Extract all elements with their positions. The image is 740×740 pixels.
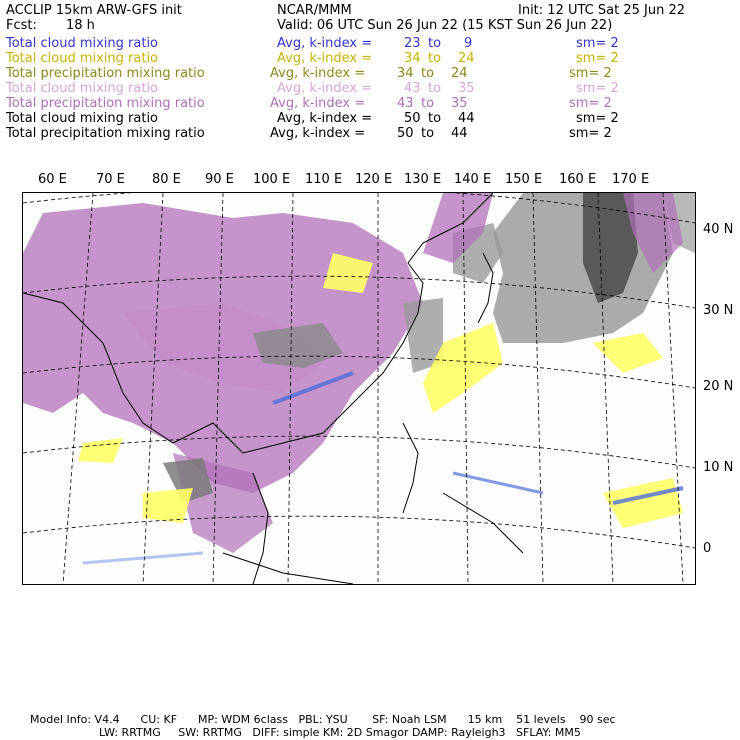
field-name: Total cloud mixing ratio bbox=[6, 111, 159, 126]
field-sm: sm= 2 bbox=[576, 81, 619, 96]
forecast-hours: 18 h bbox=[66, 18, 95, 33]
lon-label: 130 E bbox=[404, 172, 442, 187]
field-name: Total cloud mixing ratio bbox=[6, 51, 159, 66]
field-sm: sm= 2 bbox=[576, 51, 619, 66]
forecast-map bbox=[22, 192, 696, 585]
forecast-label: Fcst: bbox=[6, 18, 37, 33]
latitude-line bbox=[23, 436, 695, 468]
lon-label: 140 E bbox=[454, 172, 492, 187]
field-sm: sm= 2 bbox=[569, 66, 612, 81]
field-to: to bbox=[428, 36, 442, 51]
field-name: Total precipitation mixing ratio bbox=[6, 96, 205, 111]
field-k-from: 23 bbox=[404, 36, 421, 51]
lon-label: 80 E bbox=[152, 172, 181, 187]
field-to: to bbox=[428, 81, 442, 96]
field-k-from: 34 bbox=[404, 51, 421, 66]
field-avg: Avg, k-index = bbox=[270, 96, 366, 111]
lat-label: 30 N bbox=[703, 303, 734, 318]
map-canvas bbox=[23, 193, 695, 584]
lon-label: 70 E bbox=[96, 172, 125, 187]
field-to: to bbox=[428, 51, 442, 66]
field-k-to: 24 bbox=[458, 51, 475, 66]
field-k-to: 9 bbox=[464, 36, 473, 51]
field-to: to bbox=[428, 111, 442, 126]
model-info-line1: Model Info: V4.4 CU: KF MP: WDM 6class PBL: YSU SF: Noah LSM 15 km 51 levels 90 sec bbox=[30, 713, 616, 726]
field-k-from: 50 bbox=[404, 111, 421, 126]
field-name: Total cloud mixing ratio bbox=[6, 36, 159, 51]
field-k-to: 35 bbox=[451, 96, 468, 111]
lon-label: 100 E bbox=[253, 172, 291, 187]
lon-label: 90 E bbox=[205, 172, 234, 187]
field-avg: Avg, k-index = bbox=[277, 81, 373, 96]
latitude-line bbox=[23, 516, 695, 548]
field-sm: sm= 2 bbox=[576, 36, 619, 51]
lat-label: 20 N bbox=[703, 379, 734, 394]
field-name: Total precipitation mixing ratio bbox=[6, 66, 205, 81]
field-name: Total cloud mixing ratio bbox=[6, 81, 159, 96]
field-sm: sm= 2 bbox=[576, 111, 619, 126]
field-k-from: 43 bbox=[397, 96, 414, 111]
lon-label: 60 E bbox=[38, 172, 67, 187]
field-avg: Avg, k-index = bbox=[270, 66, 366, 81]
field-sm: sm= 2 bbox=[569, 96, 612, 111]
lon-label: 110 E bbox=[305, 172, 343, 187]
lon-label: 120 E bbox=[355, 172, 393, 187]
coastline bbox=[403, 423, 418, 513]
field-k-from: 50 bbox=[397, 126, 414, 141]
field-k-from: 43 bbox=[404, 81, 421, 96]
field-avg: Avg, k-index = bbox=[270, 126, 366, 141]
lon-label: 150 E bbox=[505, 172, 543, 187]
field-k-to: 35 bbox=[458, 81, 475, 96]
field-k-to: 24 bbox=[451, 66, 468, 81]
cloud-yellow-region bbox=[593, 333, 663, 373]
field-avg: Avg, k-index = bbox=[277, 36, 373, 51]
field-to: to bbox=[421, 126, 435, 141]
run-title: ACCLIP 15km ARW-GFS init bbox=[6, 3, 182, 18]
init-time: Init: 12 UTC Sat 25 Jun 22 bbox=[518, 3, 685, 18]
coastline bbox=[443, 493, 523, 553]
field-avg: Avg, k-index = bbox=[277, 111, 373, 126]
cloud-blue-streak bbox=[83, 553, 203, 563]
cloud-yellow-region bbox=[78, 438, 123, 463]
lat-label: 0 bbox=[703, 541, 712, 556]
lon-label: 170 E bbox=[612, 172, 650, 187]
model-info-line2: LW: RRTMG SW: RRTMG DIFF: simple KM: 2D Smagor DAMP: Rayleigh3 SFLAY: MM5 bbox=[99, 726, 581, 739]
field-sm: sm= 2 bbox=[569, 126, 612, 141]
lat-label: 40 N bbox=[703, 222, 734, 237]
cloud-yellow-region bbox=[143, 488, 193, 523]
valid-time: Valid: 06 UTC Sun 26 Jun 22 (15 KST Sun 26 Jun 22) bbox=[277, 18, 613, 33]
field-to: to bbox=[421, 96, 435, 111]
field-to: to bbox=[421, 66, 435, 81]
field-k-to: 44 bbox=[451, 126, 468, 141]
field-avg: Avg, k-index = bbox=[277, 51, 373, 66]
lon-label: 160 E bbox=[559, 172, 597, 187]
field-k-from: 34 bbox=[397, 66, 414, 81]
lat-label: 10 N bbox=[703, 460, 734, 475]
field-name: Total precipitation mixing ratio bbox=[6, 126, 205, 141]
institution-label: NCAR/MMM bbox=[277, 3, 352, 18]
field-k-to: 44 bbox=[458, 111, 475, 126]
